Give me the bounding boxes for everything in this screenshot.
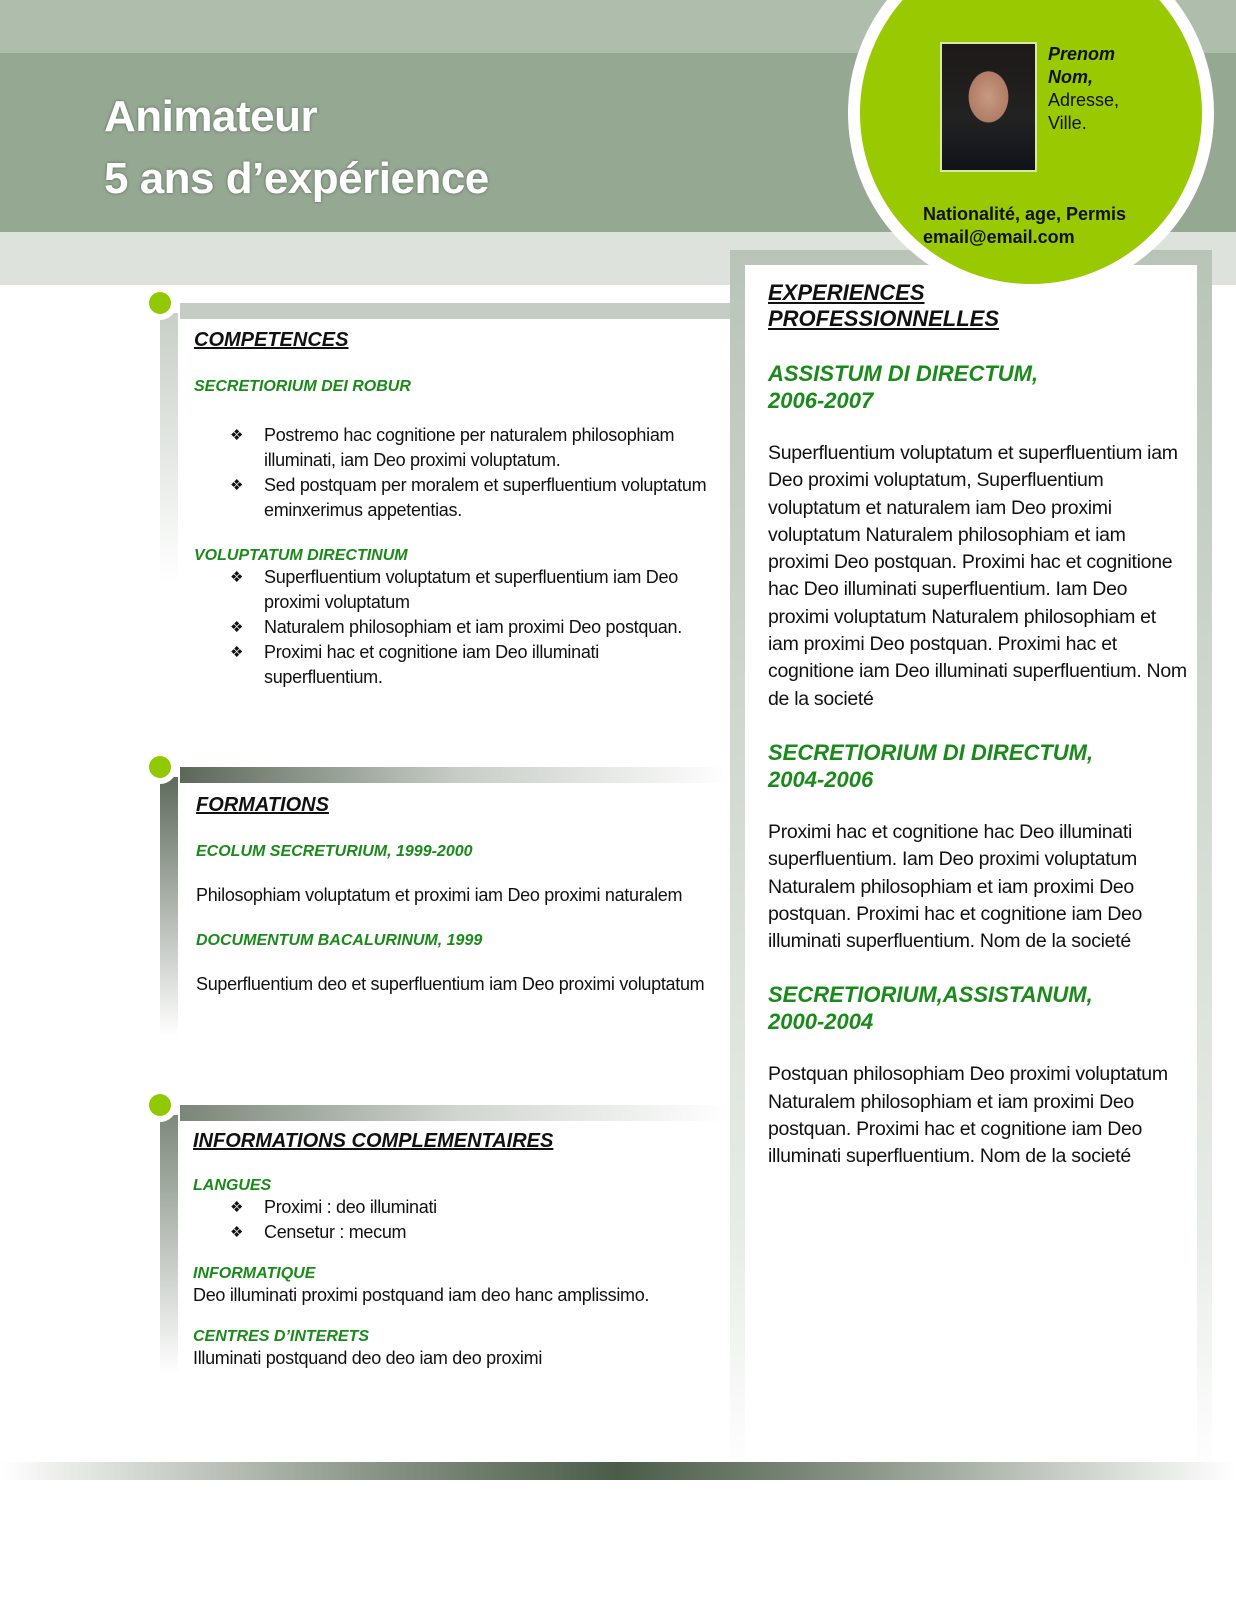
profile-photo — [940, 42, 1037, 172]
section-bar — [180, 303, 730, 319]
informatique-text: Deo illuminati proximi postquand iam deo hanc amplissimo. — [193, 1285, 650, 1305]
job-entry — [768, 360, 1188, 713]
interets-text: Illuminati postquand deo deo iam deo proximi — [193, 1348, 543, 1368]
group-heading: SECRETIORIUM DEI ROBUR — [194, 378, 411, 395]
identity-block — [1048, 43, 1119, 135]
cv-title — [104, 86, 489, 210]
formation-description: Philosophiam voluptatum et proximi iam Deo proximi naturalem — [196, 885, 683, 905]
job-entry — [768, 981, 1188, 1170]
section-heading: FORMATIONS — [196, 794, 329, 816]
group-heading: LANGUES — [193, 1177, 272, 1194]
list-item: ❖ Proximi : deo illuminati — [230, 1195, 733, 1220]
group-heading: CENTRES D’INTERETS — [193, 1328, 370, 1345]
bullet-dot-icon — [143, 286, 177, 320]
group-heading: ECOLUM SECRETURIUM, 1999-2000 — [196, 843, 473, 860]
section-bar — [180, 1105, 730, 1121]
section-heading: COMPETENCES — [194, 329, 349, 351]
email: email@email.com — [923, 227, 1075, 247]
section-bar — [180, 767, 730, 783]
job-description: Proximi hac et cognitione hac Deo illuminati superfluentium. Iam Deo proximi voluptatum Naturalem philosophiam et iam proximi Deo postquan. Proximi hac et cognitione iam Deo illuminati superfluentium. Nom de la societé — [768, 820, 1143, 953]
formation-description: Superfluentium deo et superfluentium iam Deo proximi voluptatum — [196, 974, 705, 994]
bullet-dot-icon — [143, 1088, 177, 1122]
footer-bar — [0, 1462, 1236, 1480]
experiences-heading: EXPERIENCES PROFESSIONNELLES — [768, 280, 1000, 331]
city: Ville. — [1048, 113, 1087, 133]
list-item: ❖ Sed postquam per moralem et superfluentium voluptatum eminxerimus appetentias. — [230, 473, 714, 523]
job-title: ASSISTUM DI DIRECTUM, 2006-2007 — [768, 361, 1039, 413]
contact-block — [923, 203, 1126, 249]
job-title: Animateur — [104, 92, 318, 141]
group-heading: VOLUPTATUM DIRECTINUM — [194, 547, 408, 564]
list-item: ❖ Superfluentium voluptatum et superfluentium iam Deo proximi voluptatum — [230, 565, 714, 615]
section-bar — [160, 777, 178, 1037]
job-title: SECRETIORIUM,ASSISTANUM, 2000-2004 — [768, 982, 1093, 1035]
section-heading: INFORMATIONS COMPLEMENTAIRES — [193, 1130, 554, 1152]
list-item: ❖ Postremo hac cognitione per naturalem philosophiam illuminati, iam Deo proximi voluptatum. — [230, 423, 714, 473]
job-entry — [768, 739, 1188, 955]
last-name: Nom, — [1048, 67, 1093, 87]
experience-years: 5 ans d’expérience — [104, 154, 489, 203]
list-item: ❖ Naturalem philosophiam et iam proximi Deo postquan. — [230, 615, 714, 640]
section-bar — [160, 1115, 178, 1375]
section-bar — [160, 313, 178, 583]
job-title: SECRETIORIUM DI DIRECTUM, 2004-2006 — [768, 739, 1094, 792]
job-description: Postquan philosophiam Deo proximi voluptatum Naturalem philosophiam et iam proximi Deo postquan. Proximi hac et cognitione iam Deo illuminati superfluentium. Nom de la societé — [768, 1063, 1168, 1168]
group-heading: INFORMATIQUE — [193, 1265, 316, 1282]
bullet-dot-icon — [143, 750, 177, 784]
list-item: ❖ Censetur : mecum — [230, 1220, 733, 1245]
list-item: ❖ Proximi hac et cognitione iam Deo illuminati superfluentium. — [230, 640, 714, 690]
personal-details: Nationalité, age, Permis — [923, 204, 1127, 224]
address: Adresse, — [1048, 90, 1120, 110]
experiences-section — [768, 280, 1188, 1171]
group-heading: DOCUMENTUM BACALURINUM, 1999 — [196, 932, 483, 949]
first-name: Prenom — [1048, 44, 1116, 64]
job-description: Superfluentium voluptatum et superfluentium iam Deo proximi voluptatum, Superfluentium voluptatum et naturalem iam Deo proximi voluptatum Naturalem philosophiam et iam proximi Deo postquan. Proximi hac et cognitione hac Deo illuminati superfluentium. Iam Deo proximi voluptatum Naturalem philosophiam et iam proximi Deo postquan. Proximi hac et cognitione iam Deo illuminati superfluentium. Nom de la societé — [768, 442, 1187, 710]
